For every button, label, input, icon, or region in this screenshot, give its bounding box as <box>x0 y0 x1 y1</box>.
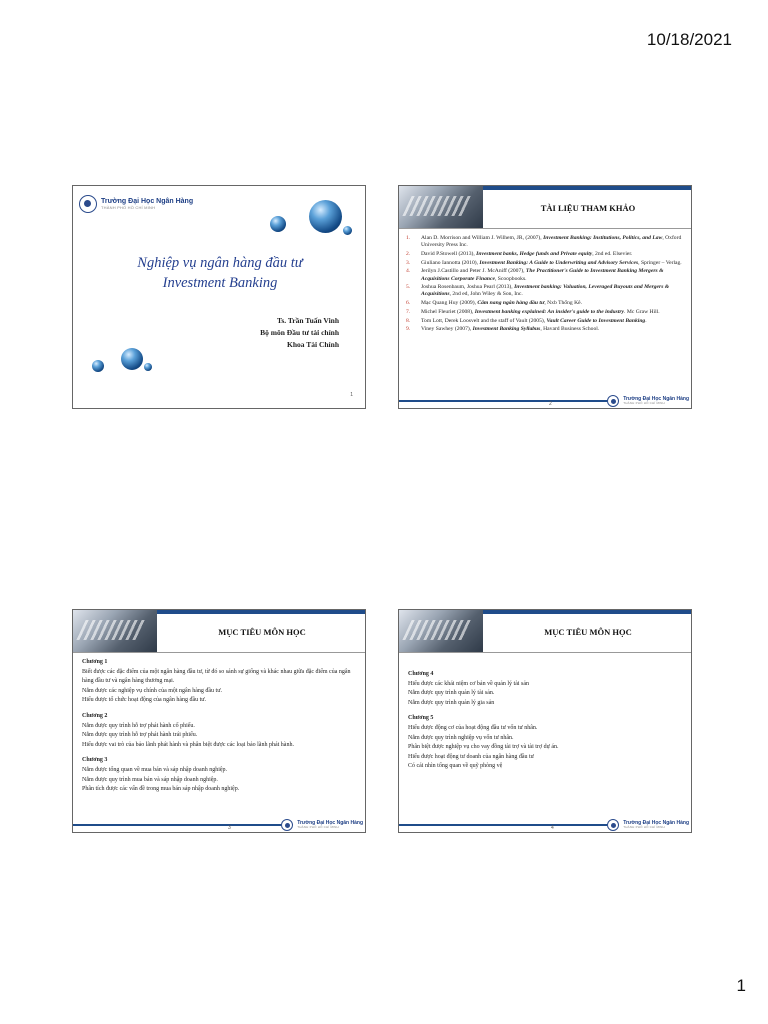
slide-title: MỤC TIÊU MÔN HỌC <box>544 627 632 637</box>
slide-4 <box>398 609 692 833</box>
reference-item <box>403 309 689 316</box>
chapter-heading: Chương 1 <box>82 659 108 665</box>
reference-publisher: , Springer – Verlag. <box>638 259 682 266</box>
reference-author: Viney Sawhey (2007), <box>421 326 473 333</box>
objective-line: Nắm được các nghiệp vụ chính của một ngân hàng đầu tư. <box>82 687 222 694</box>
objective-line: Nắm được quy trình quản lý tài sản. <box>408 690 495 697</box>
reference-author: Tom Lott, Derek Loosvelt and the staff of Vault (2005), <box>421 317 547 324</box>
objective-line: Nắm được quy trình hỗ trợ phát hành trái phiếu. <box>82 732 198 739</box>
reference-item <box>403 260 689 267</box>
logo-sub: THÀNH PHỐ HỒ CHÍ MINH <box>623 401 665 406</box>
reference-item <box>403 268 689 282</box>
reference-item <box>403 300 689 307</box>
logo-sub: THÀNH PHỐ HỒ CHÍ MINH <box>623 825 665 830</box>
chapter-heading: Chương 5 <box>408 715 434 722</box>
slide-title: TÀI LIỆU THAM KHẢO <box>540 203 636 213</box>
reference-publisher: , 2nd ed, John Wiley & Son, Inc. <box>449 291 523 298</box>
objective-line: Nắm được tổng quan về mua bán và sáp nhập doanh nghiệp. <box>82 766 228 773</box>
reference-author: Michel Fleuriet (2008), <box>421 308 475 315</box>
university-logo <box>281 819 363 831</box>
university-seal-icon <box>607 819 619 831</box>
reference-author: Joshua Rosenbaum, Joshua Pearl (2013), <box>421 284 515 291</box>
reference-number: 1. <box>406 235 411 241</box>
slide-title <box>73 253 366 293</box>
reference-publisher: , Scoopbooks. <box>494 275 527 282</box>
header-keyboard-image <box>399 186 483 228</box>
reference-title: The Practitioner's Guide to Investment Banking Mergers & Acquisitions Corporate Finance <box>421 268 664 282</box>
university-logo <box>607 395 689 407</box>
university-seal-icon <box>607 395 619 407</box>
reference-item <box>403 326 689 333</box>
objective-line: Hiểu được các khái niệm cơ bản về quản lý tài sản <box>408 680 530 687</box>
reference-author: Mạc Quang Huy (2009), <box>421 300 478 307</box>
objective-line: Phân biệt được nghiệp vụ cho vay đồng tài trợ và tài trợ dự án. <box>408 744 559 751</box>
header-bar <box>483 186 692 190</box>
logo-name: Trường Đại Học Ngân Hàng <box>623 819 689 826</box>
objectives-list <box>408 670 684 772</box>
chapter-heading: Chương 4 <box>408 671 434 677</box>
reference-publisher: , Oxford University Press Inc. <box>421 235 682 249</box>
logo-sub: THÀNH PHỐ HỒ CHÍ MINH <box>297 825 339 830</box>
reference-number: 4. <box>406 268 411 275</box>
slide-number: 4 <box>551 825 554 831</box>
decor-sphere-icon <box>343 226 352 235</box>
title-line-1: Nghiệp vụ ngân hàng đầu tư <box>137 255 303 271</box>
reference-author: Jerilyn J.Castillo and Peter J. McAniff (2007), <box>421 268 526 275</box>
chapter-heading: Chương 2 <box>82 712 108 719</box>
reference-publisher: , 2nd ed. Elsevier. <box>592 250 633 257</box>
slide-header <box>399 186 692 228</box>
reference-title: Investment banking explained: An insider's guide to the industry <box>474 308 625 315</box>
reference-item <box>403 251 689 258</box>
objective-line: Hiểu được vai trò của bảo lãnh phát hành và phân biệt được các loại bảo lãnh phát hành. <box>82 741 294 748</box>
logo-name: Trường Đại Học Ngân Hàng <box>101 197 194 205</box>
reference-author: Giuliano Iannotta (2010), <box>421 259 480 266</box>
decor-sphere-icon <box>309 200 342 233</box>
slide-number: 1 <box>350 392 353 398</box>
slide-1 <box>72 185 366 409</box>
reference-title: Investment Banking Syllabus <box>472 326 541 333</box>
reference-number: 3. <box>406 259 411 266</box>
reference-title: Investment banking: Valuation, Leveraged Buyouts and Mergers & Acquisitions <box>421 284 670 298</box>
reference-item <box>403 235 689 249</box>
objective-line: Hiểu được động cơ của hoạt động đầu tư vốn tư nhân. <box>408 724 538 731</box>
logo-name: Trường Đại Học Ngân Hàng <box>623 395 689 402</box>
reference-title: Investment Banking: Institutions, Politics, and Law <box>543 235 663 241</box>
slide-number: 2 <box>549 401 552 407</box>
reference-number: 2. <box>406 250 411 257</box>
reference-number: 6. <box>406 300 411 307</box>
objective-line: Hiểu được hoạt động tư doanh của ngân hàng đầu tư <box>408 753 534 760</box>
header-bar <box>157 610 366 614</box>
logo-sub: THÀNH PHỐ HỒ CHÍ MINH <box>101 204 156 210</box>
slide-2 <box>398 185 692 409</box>
university-seal-icon <box>281 819 293 831</box>
objective-line: Nắm được quy trình nghiệp vụ vốn tư nhân. <box>408 734 514 741</box>
objective-line: Biết được các đặc điểm của một ngân hàng đầu tư, từ đó so sánh sự giống và khác nhau giữa đặc điểm của ngân hàng đầu tư và ngân hàng thương mại. <box>82 668 351 685</box>
slide-header <box>399 610 692 652</box>
objective-line: Có cái nhìn tổng quan về quỹ phòng vệ <box>408 763 503 770</box>
page-number: 1 <box>736 976 746 995</box>
reference-title: Cẩm nang ngân hàng đầu tư <box>477 300 545 307</box>
decor-sphere-icon <box>121 348 143 370</box>
university-logo <box>607 819 689 831</box>
reference-item <box>403 284 689 298</box>
reference-number: 8. <box>406 317 411 324</box>
objective-line: Phân tích được các vấn đề trong mua bán sáp nhập doanh nghiệp. <box>82 786 240 793</box>
logo-name: Trường Đại Học Ngân Hàng <box>297 819 363 826</box>
reference-number: 5. <box>406 284 411 291</box>
chapter-heading: Chương 3 <box>82 757 108 764</box>
author-faculty: Khoa Tài Chính <box>287 340 339 349</box>
author-name: Ts. Trần Tuấn Vinh <box>277 316 339 325</box>
reference-title: Investment banks, Hedge funds and Private equity <box>476 250 593 257</box>
decor-sphere-icon <box>144 363 152 371</box>
reference-title: Vault Career Guide to Investment Banking <box>546 317 646 324</box>
reference-item <box>403 318 689 325</box>
university-logo <box>79 195 193 213</box>
title-line-2: Investment Banking <box>162 275 278 291</box>
slide-footer <box>399 818 692 832</box>
reference-publisher: . Mc Graw Hill. <box>624 308 660 315</box>
author-department: Bộ môn Đầu tư tài chính <box>260 328 339 337</box>
header-keyboard-image <box>399 610 483 652</box>
reference-publisher: . <box>645 317 647 324</box>
header-keyboard-image <box>73 610 157 652</box>
slide-number: 3 <box>228 825 231 831</box>
slide-footer <box>73 818 366 832</box>
decor-sphere-icon <box>92 360 104 372</box>
reference-title: Investment Banking: A Guide to Underwriting and Advisory Services <box>479 259 639 266</box>
slide-footer <box>399 394 692 408</box>
decor-sphere-icon <box>270 216 286 232</box>
objective-line: Nắm được quy trình mua bán và sáp nhập doanh nghiệp. <box>82 776 218 783</box>
objective-line: Nắm được quy trình hỗ trợ phát hành cổ phiếu. <box>82 722 195 729</box>
author-block <box>260 315 339 351</box>
reference-number: 7. <box>406 308 411 315</box>
objective-line: Nắm được quy trình quản lý gia sản <box>408 699 495 706</box>
header-bar <box>483 610 692 614</box>
slide-title: MỤC TIÊU MÔN HỌC <box>218 627 306 637</box>
reference-author: David P.Stowell (2013), <box>421 250 477 257</box>
reference-author: Alan D. Morrison and William J. Wilhem, JR, (2007), <box>421 235 544 241</box>
reference-publisher: , Havard Business School. <box>540 326 600 333</box>
objectives-list <box>82 658 358 795</box>
slide-3 <box>72 609 366 833</box>
slide-header <box>73 610 366 652</box>
reference-number: 9. <box>406 326 411 333</box>
reference-list <box>403 235 689 335</box>
print-date: 10/18/2021 <box>646 30 732 49</box>
objective-line: Hiểu được tổ chức hoạt động của ngân hàng đầu tư. <box>82 697 207 704</box>
university-seal-icon <box>79 195 97 213</box>
reference-publisher: , Nxb Thống Kê. <box>544 300 582 307</box>
